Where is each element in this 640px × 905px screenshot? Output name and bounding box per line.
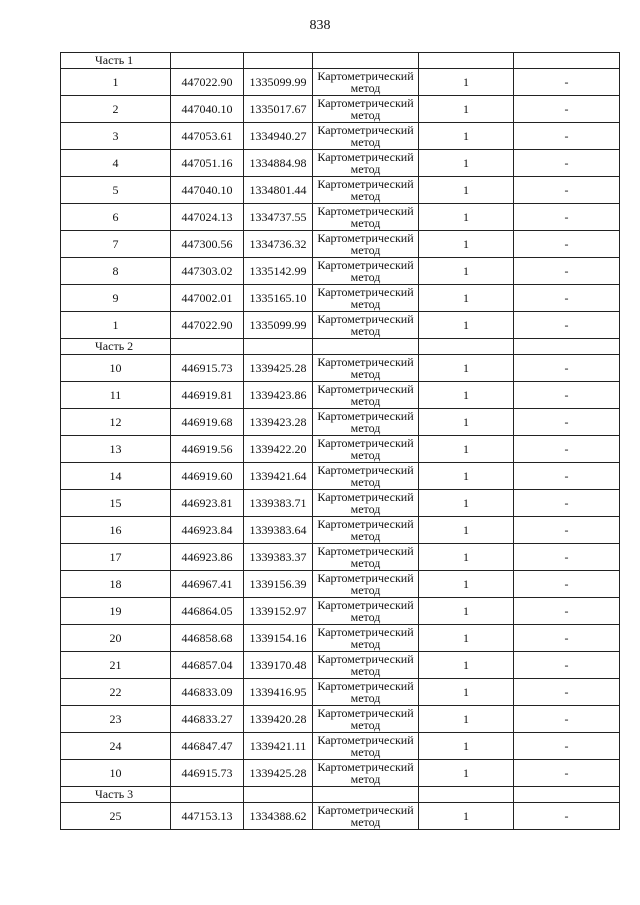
- section-header-row: [61, 53, 620, 69]
- point-number-cell: 3: [61, 123, 171, 150]
- method-cell: [313, 409, 419, 436]
- accuracy-cell: 1: [419, 382, 514, 409]
- x-coordinate-cell: 447002.01: [171, 285, 244, 312]
- x-coordinate-cell: 446923.81: [171, 490, 244, 517]
- method-line-1: Картометрический: [317, 96, 414, 110]
- x-coordinate-cell: 447053.61: [171, 123, 244, 150]
- method-cell: [313, 490, 419, 517]
- note-cell: -: [514, 436, 620, 463]
- x-coordinate-cell: 446923.84: [171, 517, 244, 544]
- x-coordinate-cell: 446864.05: [171, 598, 244, 625]
- accuracy-cell: 1: [419, 231, 514, 258]
- note-cell: -: [514, 706, 620, 733]
- note-cell: -: [514, 96, 620, 123]
- table-row: [61, 69, 620, 96]
- point-number-cell: 5: [61, 177, 171, 204]
- point-number-cell: 18: [61, 571, 171, 598]
- note-cell: -: [514, 231, 620, 258]
- method-line-1: Картометрический: [317, 625, 414, 639]
- point-number-cell: 1: [61, 312, 171, 339]
- y-coordinate-cell: 1335017.67: [244, 96, 313, 123]
- accuracy-cell: 1: [419, 652, 514, 679]
- method-line-1: Картометрический: [317, 803, 414, 817]
- table-row: [61, 803, 620, 830]
- y-coordinate-cell: 1334884.98: [244, 150, 313, 177]
- empty-cell: [244, 787, 313, 803]
- method-line-1: Картометрический: [317, 258, 414, 272]
- x-coordinate-cell: 446919.60: [171, 463, 244, 490]
- x-coordinate-cell: 446847.47: [171, 733, 244, 760]
- empty-cell: [313, 53, 419, 69]
- empty-cell: [313, 787, 419, 803]
- method-line-2: метод: [350, 162, 381, 176]
- method-line-2: метод: [350, 135, 381, 149]
- point-number-cell: 4: [61, 150, 171, 177]
- point-number-cell: 24: [61, 733, 171, 760]
- point-number-cell: 20: [61, 625, 171, 652]
- table-row: [61, 123, 620, 150]
- accuracy-cell: 1: [419, 177, 514, 204]
- method-line-1: Картометрический: [317, 409, 414, 423]
- method-line-1: Картометрический: [317, 123, 414, 137]
- method-cell: [313, 652, 419, 679]
- method-line-2: метод: [350, 691, 381, 705]
- method-line-2: метод: [350, 772, 381, 786]
- accuracy-cell: 1: [419, 285, 514, 312]
- empty-cell: [514, 53, 620, 69]
- table-row: [61, 285, 620, 312]
- method-cell: [313, 463, 419, 490]
- x-coordinate-cell: 446919.81: [171, 382, 244, 409]
- accuracy-cell: 1: [419, 96, 514, 123]
- table-row: [61, 231, 620, 258]
- table-row: [61, 355, 620, 382]
- empty-cell: [171, 339, 244, 355]
- note-cell: -: [514, 463, 620, 490]
- table-row: [61, 733, 620, 760]
- method-line-1: Картометрический: [317, 69, 414, 83]
- accuracy-cell: 1: [419, 760, 514, 787]
- empty-cell: [514, 339, 620, 355]
- method-line-2: метод: [350, 475, 381, 489]
- method-line-1: Картометрический: [317, 312, 414, 326]
- point-number-cell: 16: [61, 517, 171, 544]
- method-cell: [313, 679, 419, 706]
- y-coordinate-cell: 1339170.48: [244, 652, 313, 679]
- method-line-2: метод: [350, 745, 381, 759]
- accuracy-cell: 1: [419, 204, 514, 231]
- method-line-2: метод: [350, 81, 381, 95]
- x-coordinate-cell: 446919.68: [171, 409, 244, 436]
- point-number-cell: 22: [61, 679, 171, 706]
- accuracy-cell: 1: [419, 463, 514, 490]
- method-cell: [313, 544, 419, 571]
- accuracy-cell: 1: [419, 571, 514, 598]
- method-cell: [313, 69, 419, 96]
- y-coordinate-cell: 1339152.97: [244, 598, 313, 625]
- x-coordinate-cell: 446915.73: [171, 760, 244, 787]
- section-header-row: [61, 339, 620, 355]
- accuracy-cell: 1: [419, 598, 514, 625]
- point-number-cell: 23: [61, 706, 171, 733]
- method-cell: [313, 598, 419, 625]
- method-line-1: Картометрический: [317, 517, 414, 531]
- method-cell: [313, 517, 419, 544]
- method-line-1: Картометрический: [317, 652, 414, 666]
- table-row: [61, 258, 620, 285]
- method-line-2: метод: [350, 815, 381, 829]
- method-line-2: метод: [350, 502, 381, 516]
- method-line-1: Картометрический: [317, 436, 414, 450]
- method-cell: [313, 436, 419, 463]
- accuracy-cell: 1: [419, 258, 514, 285]
- y-coordinate-cell: 1334737.55: [244, 204, 313, 231]
- note-cell: -: [514, 544, 620, 571]
- table-row: [61, 571, 620, 598]
- method-line-2: метод: [350, 108, 381, 122]
- point-number-cell: 9: [61, 285, 171, 312]
- y-coordinate-cell: 1339383.71: [244, 490, 313, 517]
- table-row: [61, 706, 620, 733]
- note-cell: -: [514, 733, 620, 760]
- method-cell: [313, 355, 419, 382]
- table-row: [61, 312, 620, 339]
- table-row: [61, 177, 620, 204]
- y-coordinate-cell: 1339154.16: [244, 625, 313, 652]
- note-cell: -: [514, 803, 620, 830]
- point-number-cell: 11: [61, 382, 171, 409]
- x-coordinate-cell: 447153.13: [171, 803, 244, 830]
- note-cell: -: [514, 285, 620, 312]
- method-line-2: метод: [350, 583, 381, 597]
- x-coordinate-cell: 446833.09: [171, 679, 244, 706]
- table-row: [61, 652, 620, 679]
- table-row: [61, 598, 620, 625]
- note-cell: -: [514, 312, 620, 339]
- y-coordinate-cell: 1339425.28: [244, 355, 313, 382]
- point-number-cell: 10: [61, 355, 171, 382]
- accuracy-cell: 1: [419, 150, 514, 177]
- accuracy-cell: 1: [419, 544, 514, 571]
- point-number-cell: 6: [61, 204, 171, 231]
- page-number: 838: [309, 18, 331, 33]
- note-cell: -: [514, 258, 620, 285]
- method-cell: [313, 571, 419, 598]
- table-row: [61, 436, 620, 463]
- empty-cell: [313, 339, 419, 355]
- table-row: [61, 625, 620, 652]
- note-cell: -: [514, 652, 620, 679]
- method-line-1: Картометрический: [317, 544, 414, 558]
- method-line-1: Картометрический: [317, 204, 414, 218]
- empty-cell: [419, 53, 514, 69]
- y-coordinate-cell: 1339416.95: [244, 679, 313, 706]
- method-line-2: метод: [350, 448, 381, 462]
- table-row: [61, 760, 620, 787]
- method-line-1: Картометрический: [317, 679, 414, 693]
- method-line-1: Картометрический: [317, 733, 414, 747]
- empty-cell: [514, 787, 620, 803]
- method-cell: [313, 760, 419, 787]
- y-coordinate-cell: 1339383.37: [244, 544, 313, 571]
- note-cell: -: [514, 382, 620, 409]
- method-line-1: Картометрический: [317, 382, 414, 396]
- point-number-cell: 12: [61, 409, 171, 436]
- accuracy-cell: 1: [419, 69, 514, 96]
- method-cell: [313, 123, 419, 150]
- empty-cell: [419, 339, 514, 355]
- point-number-cell: 14: [61, 463, 171, 490]
- method-line-1: Картометрический: [317, 463, 414, 477]
- note-cell: -: [514, 598, 620, 625]
- point-number-cell: 17: [61, 544, 171, 571]
- point-number-cell: 25: [61, 803, 171, 830]
- method-line-2: метод: [350, 243, 381, 257]
- method-line-2: метод: [350, 367, 381, 381]
- accuracy-cell: 1: [419, 625, 514, 652]
- y-coordinate-cell: 1335099.99: [244, 69, 313, 96]
- table-row: [61, 382, 620, 409]
- method-line-1: Картометрический: [317, 285, 414, 299]
- method-cell: [313, 231, 419, 258]
- note-cell: -: [514, 679, 620, 706]
- accuracy-cell: 1: [419, 733, 514, 760]
- point-number-cell: 21: [61, 652, 171, 679]
- table-row: [61, 490, 620, 517]
- y-coordinate-cell: 1334388.62: [244, 803, 313, 830]
- method-line-2: метод: [350, 556, 381, 570]
- accuracy-cell: 1: [419, 409, 514, 436]
- note-cell: -: [514, 517, 620, 544]
- x-coordinate-cell: 446857.04: [171, 652, 244, 679]
- method-cell: [313, 382, 419, 409]
- point-number-cell: 19: [61, 598, 171, 625]
- method-line-1: Картометрический: [317, 490, 414, 504]
- x-coordinate-cell: 447024.13: [171, 204, 244, 231]
- point-number-cell: 7: [61, 231, 171, 258]
- x-coordinate-cell: 447022.90: [171, 312, 244, 339]
- y-coordinate-cell: 1335165.10: [244, 285, 313, 312]
- note-cell: -: [514, 123, 620, 150]
- method-cell: [313, 285, 419, 312]
- method-cell: [313, 204, 419, 231]
- point-number-cell: 15: [61, 490, 171, 517]
- method-line-2: метод: [350, 718, 381, 732]
- accuracy-cell: 1: [419, 355, 514, 382]
- method-line-1: Картометрический: [317, 150, 414, 164]
- method-line-1: Картометрический: [317, 706, 414, 720]
- x-coordinate-cell: 446919.56: [171, 436, 244, 463]
- point-number-cell: 2: [61, 96, 171, 123]
- table-row: [61, 544, 620, 571]
- point-number-cell: 8: [61, 258, 171, 285]
- y-coordinate-cell: 1335142.99: [244, 258, 313, 285]
- x-coordinate-cell: 446967.41: [171, 571, 244, 598]
- note-cell: -: [514, 355, 620, 382]
- method-cell: [313, 625, 419, 652]
- y-coordinate-cell: 1339421.11: [244, 733, 313, 760]
- x-coordinate-cell: 446915.73: [171, 355, 244, 382]
- table-row: [61, 204, 620, 231]
- note-cell: -: [514, 490, 620, 517]
- x-coordinate-cell: 447300.56: [171, 231, 244, 258]
- table-row: [61, 463, 620, 490]
- section-label: Часть 2: [61, 339, 171, 355]
- method-line-2: метод: [350, 610, 381, 624]
- accuracy-cell: 1: [419, 123, 514, 150]
- point-number-cell: 10: [61, 760, 171, 787]
- note-cell: -: [514, 150, 620, 177]
- point-number-cell: 1: [61, 69, 171, 96]
- method-line-1: Картометрический: [317, 760, 414, 774]
- note-cell: -: [514, 409, 620, 436]
- method-cell: [313, 312, 419, 339]
- x-coordinate-cell: 447303.02: [171, 258, 244, 285]
- method-line-1: Картометрический: [317, 177, 414, 191]
- y-coordinate-cell: 1334940.27: [244, 123, 313, 150]
- section-label: Часть 3: [61, 787, 171, 803]
- method-line-2: метод: [350, 664, 381, 678]
- y-coordinate-cell: 1339423.86: [244, 382, 313, 409]
- method-line-2: метод: [350, 637, 381, 651]
- accuracy-cell: 1: [419, 706, 514, 733]
- x-coordinate-cell: 447022.90: [171, 69, 244, 96]
- accuracy-cell: 1: [419, 312, 514, 339]
- method-line-1: Картометрический: [317, 571, 414, 585]
- method-line-2: метод: [350, 189, 381, 203]
- note-cell: -: [514, 760, 620, 787]
- method-line-1: Картометрический: [317, 355, 414, 369]
- accuracy-cell: 1: [419, 517, 514, 544]
- method-cell: [313, 258, 419, 285]
- accuracy-cell: 1: [419, 490, 514, 517]
- empty-cell: [244, 53, 313, 69]
- table-row: [61, 96, 620, 123]
- x-coordinate-cell: 446833.27: [171, 706, 244, 733]
- accuracy-cell: 1: [419, 803, 514, 830]
- section-label: Часть 1: [61, 53, 171, 69]
- method-cell: [313, 150, 419, 177]
- method-cell: [313, 733, 419, 760]
- y-coordinate-cell: 1339420.28: [244, 706, 313, 733]
- method-cell: [313, 706, 419, 733]
- coordinates-table: [60, 52, 620, 830]
- method-line-1: Картометрический: [317, 598, 414, 612]
- table-row: [61, 679, 620, 706]
- note-cell: -: [514, 177, 620, 204]
- empty-cell: [171, 787, 244, 803]
- method-line-1: Картометрический: [317, 231, 414, 245]
- y-coordinate-cell: 1339423.28: [244, 409, 313, 436]
- x-coordinate-cell: 447040.10: [171, 177, 244, 204]
- y-coordinate-cell: 1334736.32: [244, 231, 313, 258]
- empty-cell: [171, 53, 244, 69]
- y-coordinate-cell: 1339421.64: [244, 463, 313, 490]
- method-line-2: метод: [350, 394, 381, 408]
- x-coordinate-cell: 447051.16: [171, 150, 244, 177]
- method-cell: [313, 803, 419, 830]
- y-coordinate-cell: 1339425.28: [244, 760, 313, 787]
- y-coordinate-cell: 1339422.20: [244, 436, 313, 463]
- accuracy-cell: 1: [419, 679, 514, 706]
- y-coordinate-cell: 1339156.39: [244, 571, 313, 598]
- method-line-2: метод: [350, 421, 381, 435]
- method-line-2: метод: [350, 270, 381, 284]
- table-row: [61, 409, 620, 436]
- table-row: [61, 517, 620, 544]
- empty-cell: [244, 339, 313, 355]
- y-coordinate-cell: 1339383.64: [244, 517, 313, 544]
- method-line-2: метод: [350, 297, 381, 311]
- method-line-2: метод: [350, 529, 381, 543]
- y-coordinate-cell: 1334801.44: [244, 177, 313, 204]
- section-header-row: [61, 787, 620, 803]
- x-coordinate-cell: 447040.10: [171, 96, 244, 123]
- x-coordinate-cell: 446923.86: [171, 544, 244, 571]
- method-line-2: метод: [350, 324, 381, 338]
- note-cell: -: [514, 204, 620, 231]
- x-coordinate-cell: 446858.68: [171, 625, 244, 652]
- note-cell: -: [514, 625, 620, 652]
- point-number-cell: 13: [61, 436, 171, 463]
- accuracy-cell: 1: [419, 436, 514, 463]
- y-coordinate-cell: 1335099.99: [244, 312, 313, 339]
- empty-cell: [419, 787, 514, 803]
- table-row: [61, 150, 620, 177]
- method-cell: [313, 177, 419, 204]
- coordinates-table-body: [61, 53, 620, 830]
- method-cell: [313, 96, 419, 123]
- method-line-2: метод: [350, 216, 381, 230]
- note-cell: -: [514, 69, 620, 96]
- note-cell: -: [514, 571, 620, 598]
